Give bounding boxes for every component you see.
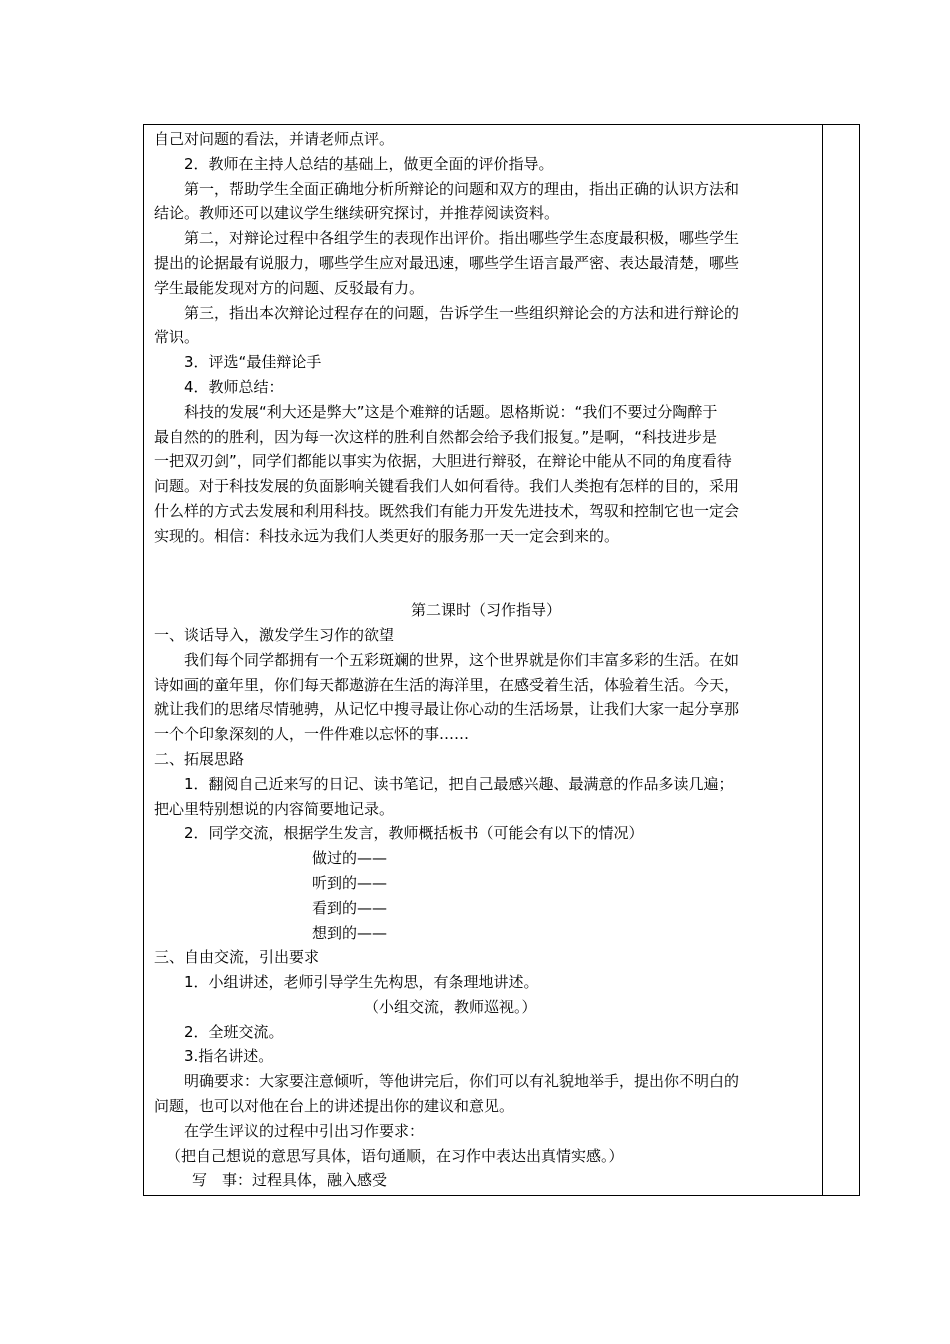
- text-line: 二、拓展思路: [154, 749, 245, 768]
- lesson-plan-table: [143, 124, 860, 1196]
- text-line: 自己对问题的看法，并请老师点评。: [154, 130, 395, 148]
- text-line: 明确要求：大家要注意倾听，等他讲完后，你们可以有礼貌地举手，提出你不明白的: [184, 1072, 740, 1091]
- text-line: 做过的——: [312, 849, 388, 868]
- text-line: 写 事：过程具体，融入感受: [192, 1171, 388, 1190]
- text-line: 第一，帮助学生全面正确地分析所辩论的问题和双方的理由，指出正确的认识方法和: [184, 179, 740, 198]
- text-line: 第二，对辩论过程中各组学生的表现作出评价。指出哪些学生态度最积极，哪些学生: [184, 229, 740, 248]
- text-line: 一个个印象深刻的人，一件件难以忘怀的事……: [154, 725, 470, 744]
- text-line: 2．全班交流。: [184, 1022, 284, 1041]
- text-line: 第三，指出本次辩论过程存在的问题，告诉学生一些组织辩论会的方法和进行辩论的: [184, 303, 740, 322]
- text-line: 诗如画的童年里，你们每天都遨游在生活的海洋里，在感受着生活，体验着生活。今天，: [154, 675, 740, 694]
- text-line: 提出的论据最有说服力，哪些学生应对最迅速，哪些学生语言最严密、表达最清楚，哪些: [154, 253, 740, 272]
- text-line: （小组交流，教师巡视。）: [364, 997, 537, 1016]
- text-line: 把心里特别想说的内容简要地记录。: [154, 799, 395, 818]
- text-line: 1．小组讲述，老师引导学生先构思，有条理地讲述。: [184, 973, 539, 992]
- section-title: 第二课时（习作指导）: [410, 601, 561, 620]
- blank-spacer: [154, 549, 818, 599]
- text-line: 问题。对于科技发展的负面影响关键看我们人如何看待。我们人类抱有怎样的目的，采用: [154, 477, 740, 496]
- text-line: 看到的——: [312, 898, 388, 917]
- text-line: 2．教师在主持人总结的基础上，做更全面的评价指导。: [184, 154, 554, 173]
- text-line: 问题，也可以对他在台上的讲述提出你的建议和意见。: [154, 1097, 515, 1116]
- text-line: 4．教师总结：: [184, 377, 284, 396]
- text-line: 在学生评议的过程中引出习作要求：: [184, 1121, 425, 1140]
- text-line: 一、谈话导入，激发学生习作的欲望: [154, 625, 395, 644]
- text-line: 什么样的方式去发展和利用科技。既然我们有能力开发先进技术，驾驭和控制它也一定会: [154, 501, 740, 520]
- text-line: 3．评选“最佳辩论手: [184, 353, 322, 372]
- text-line: 结论。教师还可以建议学生继续研究探讨，并推荐阅读资料。: [154, 204, 560, 223]
- text-line: 就让我们的思绪尽情驰骋，从记忆中搜寻最让你心动的生活场景，让我们大家一起分享那: [154, 700, 740, 719]
- text-line: 我们每个同学都拥有一个五彩斑斓的世界，这个世界就是你们丰富多彩的生活。在如: [184, 650, 740, 669]
- text-line: 2．同学交流，根据学生发言，教师概括板书（可能会有以下的情况）: [184, 824, 644, 843]
- column-divider: [822, 125, 823, 1195]
- text-line: （把自己想说的意思写具体，语句通顺，在习作中表达出真情实感。）: [166, 1146, 624, 1165]
- text-line: 3.指名讲述。: [184, 1047, 274, 1066]
- text-line: 三、自由交流，引出要求: [154, 948, 320, 967]
- text-line: 学生最能发现对方的问题、反驳最有力。: [154, 278, 425, 297]
- text-line: 常识。: [154, 328, 200, 347]
- text-line: 想到的——: [312, 923, 388, 942]
- text-line: 科技的发展“利大还是弊大”这是个难辩的话题。恩格斯说：“我们不要过分陶醉于: [184, 402, 718, 421]
- text-line: 最自然的的胜利，因为每一次这样的胜利自然都会给予我们报复。”是啊，“科技进步是: [154, 427, 718, 446]
- text-line: 一把双刃剑”，同学们都能以事实为依据，大胆进行辩驳，在辩论中能从不同的角度看待: [154, 452, 732, 471]
- lesson-content-cell: [154, 127, 818, 1193]
- text-line: 听到的——: [312, 873, 388, 892]
- text-line: 1．翻阅自己近来写的日记、读书笔记，把自己最感兴趣、最满意的作品多读几遍；: [184, 774, 734, 793]
- text-line: 实现的。相信：科技永远为我们人类更好的服务那一天一定会到来的。: [154, 526, 620, 545]
